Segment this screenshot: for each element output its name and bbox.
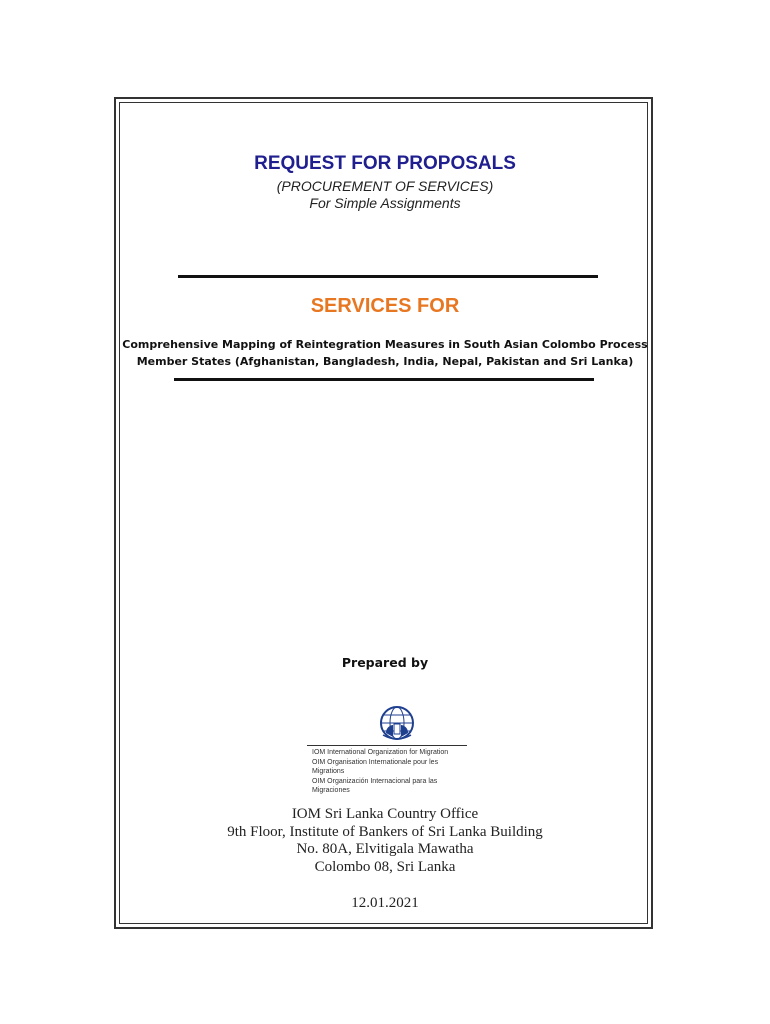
address-line-2: 9th Floor, Institute of Bankers of Sri Lanka Building xyxy=(227,823,543,840)
services-description-line-1: Comprehensive Mapping of Reintegration Measures in South Asian Colombo Process xyxy=(122,338,648,351)
iom-logo xyxy=(307,705,467,796)
logo-text-line-en: IOM International Organization for Migration xyxy=(312,749,449,756)
services-description-line-2: Member States (Afghanistan, Bangladesh, India, Nepal, Pakistan and Sri Lanka) xyxy=(136,355,634,368)
page-border-inner xyxy=(119,102,648,924)
document-subtitle-2: For Simple Assignments xyxy=(309,195,461,211)
prepared-by-label: Prepared by xyxy=(341,655,429,670)
address-line-4: Colombo 08, Sri Lanka xyxy=(314,858,456,875)
document-date: 12.01.2021 xyxy=(351,895,419,911)
services-heading: SERVICES FOR xyxy=(310,295,460,317)
services-description xyxy=(0,336,770,370)
address-line-1: IOM Sri Lanka Country Office xyxy=(291,806,479,822)
logo-text xyxy=(307,748,467,796)
logo-text-line-es: OIM Organización Internacional para las Migraciones xyxy=(312,777,438,794)
divider-bottom xyxy=(174,378,594,381)
iom-globe-logo-icon xyxy=(377,705,417,743)
divider-top xyxy=(178,275,598,278)
office-address xyxy=(0,806,770,876)
page-border xyxy=(114,97,653,929)
address-line-3: No. 80A, Elvitigala Mawatha xyxy=(296,841,474,857)
logo-divider xyxy=(307,745,467,746)
document-subtitle: (PROCUREMENT OF SERVICES) xyxy=(276,178,494,194)
document-title: REQUEST FOR PROPOSALS xyxy=(254,153,516,174)
logo-text-line-fr: OIM Organisation Internationale pour les Migrations xyxy=(312,758,439,775)
